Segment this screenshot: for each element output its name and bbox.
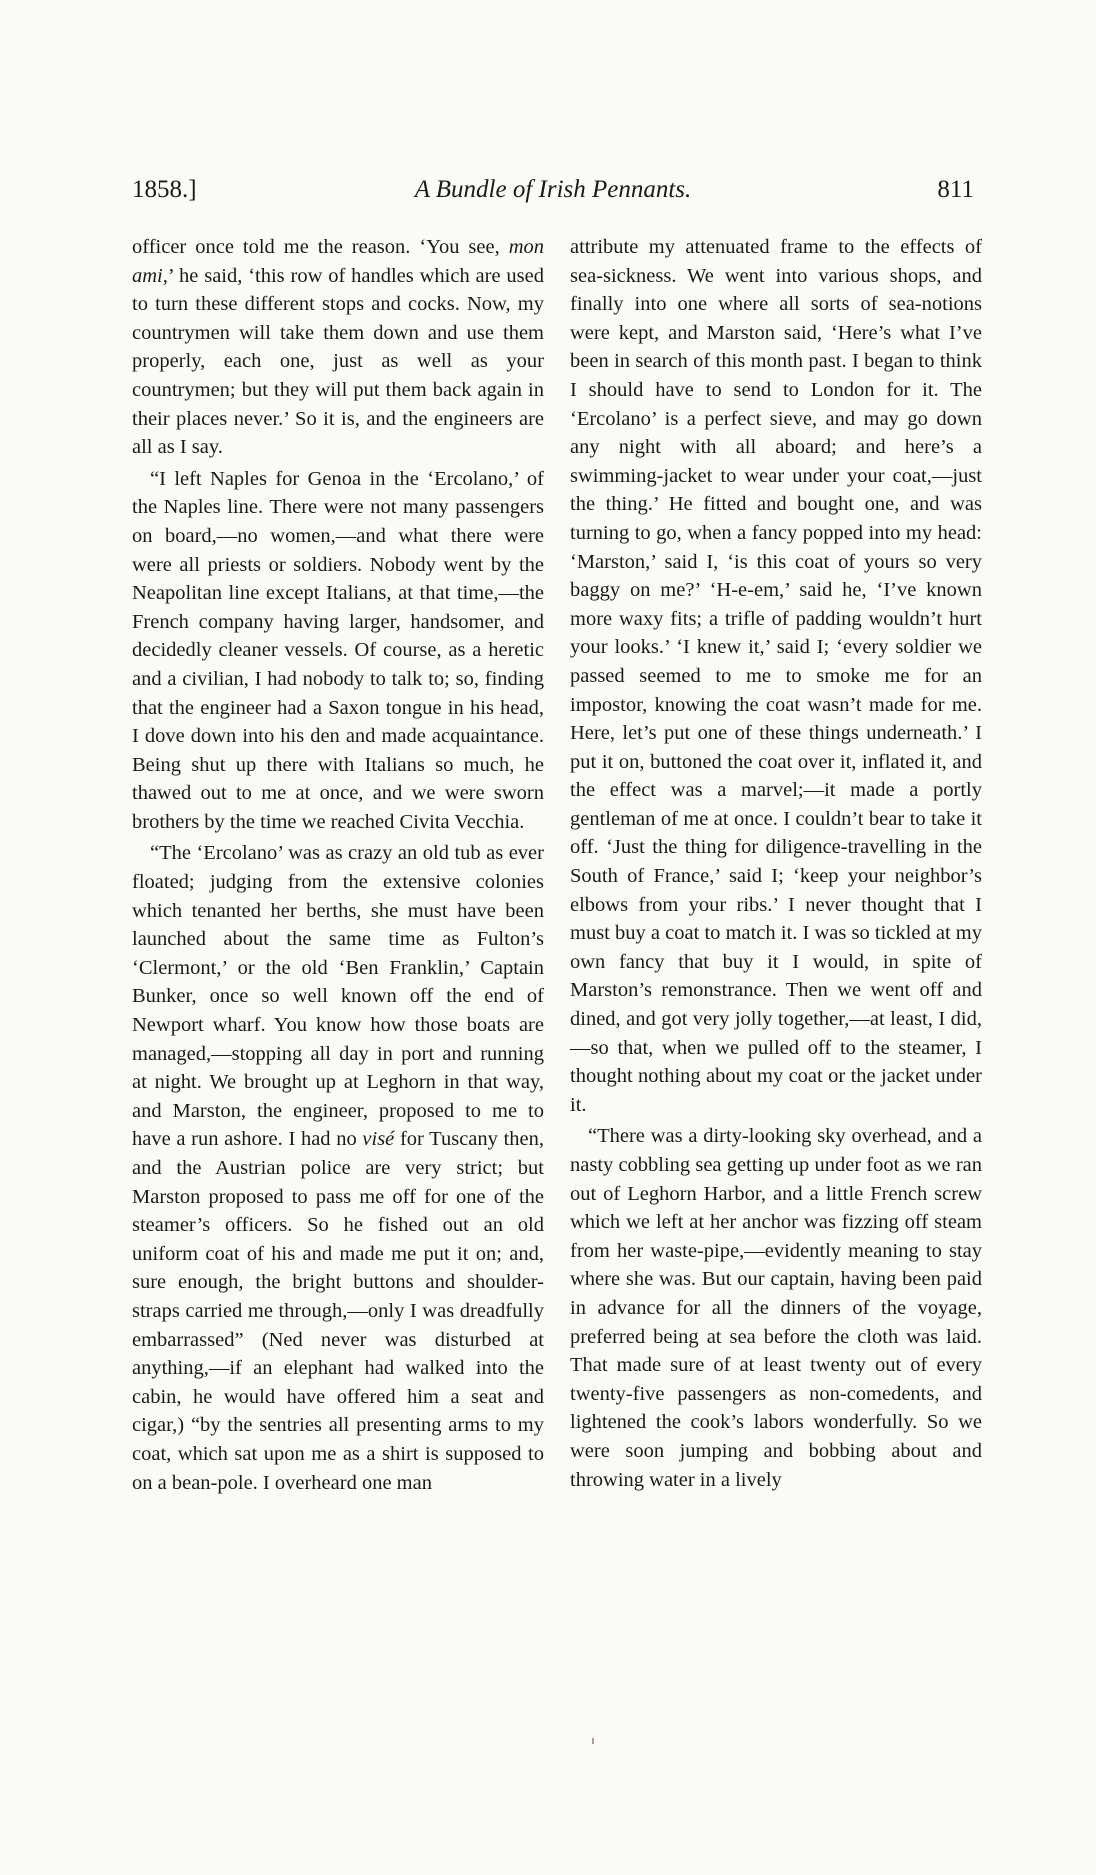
header-title: A Bundle of Irish Pennants.: [414, 176, 692, 203]
page-number: 811: [937, 176, 974, 203]
left-column: [132, 233, 544, 1497]
paragraph: “There was a dirty-looking sky overhead, and a nasty cobbling sea getting up under foot as we ran out of Leghorn Harbor, and a little French screw which we left at her anchor was fizzing off steam from her waste-pipe,—evidently meaning to stay where she was. But our captain, having been paid in advance for all the dinners of the voyage, preferred being at sea before the cloth was laid. That made sure of at least twenty out of every twenty-five passengers as non-comedents, and lightened the cook’s labors wonderfully. So we were soon jumping and bobbing about and throwing water in a lively: [570, 1125, 982, 1491]
right-column: [570, 233, 982, 1494]
paragraph: “The ‘Ercolano’ was as crazy an old tub as ever floated; judging from the extensive colonies which tenanted her berths, she must have been launched about the same time as Fulton’s ‘Clermont,’ or the old ‘Ben Franklin,’ Captain Bunker, once so well known off the end of Newport wharf. You know how those boats are managed,—stopping all day in port and running at night. We brought up at Leghorn in that way, and Marston, the engineer, proposed to me to have a run ashore. I had no visé for Tuscany then, and the Austrian police are very strict; but Marston proposed to pass me off for one of the steamer’s officers. So he fished out an old uniform coat of his and made me put it on; and, sure enough, the bright buttons and shoulder-straps carried me through,—only I was dreadfully embarrassed” (Ned never was disturbed at anything,—if an elephant had walked into the cabin, he would have offered him a seat and cigar,) “by the sentries all presenting arms to my coat, which sat upon me as a shirt is supposed to on a bean-pole. I overheard one man: [132, 842, 544, 1494]
paragraph: “I left Naples for Genoa in the ‘Ercolano,’ of the Naples line. There were not many passengers on board,—no women,—and what there were were all priests or soldiers. Nobody went by the Neapolitan line except Italians, at that time,—the French company having larger, handsomer, and decidedly cleaner vessels. Of course, as a heretic and a civilian, I had nobody to talk to; so, finding that the engineer had a Saxon tongue in his head, I dove down into his den and made acquaintance. Being shut up there with Italians so much, he thawed out to me at once, and we were sworn brothers by the time we reached Civita Vecchia.: [132, 467, 544, 833]
running-header: [132, 176, 974, 212]
header-year: 1858.]: [132, 176, 197, 203]
print-speck: [592, 1738, 594, 1744]
paragraph: officer once told me the reason. ‘You see, mon ami,’ he said, ‘this row of handles which are used to turn these different stops and cocks. Now, my countrymen will take them down and use them properly, each one, just as well as your countrymen; but they will put them back again in their places never.’ So it is, and the engineers are all as I say.: [132, 236, 544, 459]
paragraph: attribute my attenuated frame to the effects of sea-sickness. We went into various shops, and finally into one where all sorts of sea-notions were kept, and Marston said, ‘Here’s what I’ve been in search of this month past. I began to think I should have to send to London for it. The ‘Ercolano’ is a perfect sieve, and may go down any night with all aboard; and here’s a swimming-jacket to wear under your coat,—just the thing.’ He fitted and bought one, and was turning to go, when a fancy popped into my head: ‘Marston,’ said I, ‘is this coat of yours so very baggy on me?’ ‘H-e-em,’ said he, ‘I’ve known more waxy fits; a trifle of padding wouldn’t hurt your looks.’ ‘I knew it,’ said I; ‘every soldier we passed seemed to me to smoke me for an impostor, knowing the coat wasn’t made for me. Here, let’s put one of these things underneath.’ I put it on, buttoned the coat over it, inflated it, and the effect was a marvel;—it made a portly gentleman of me at once. I couldn’t bear to take it off. ‘Just the thing for diligence-travelling in the South of France,’ said I; ‘keep your neighbor’s elbows from your ribs.’ I never thought that I must buy a coat to match it. I was so tickled at my own fancy that buy it I would, in spite of Marston’s remonstrance. Then we went off and dined, and got very jolly together,—at least, I did,—so that, when we pulled off to the steamer, I thought nothing about my coat or the jacket under it.: [570, 236, 982, 1116]
